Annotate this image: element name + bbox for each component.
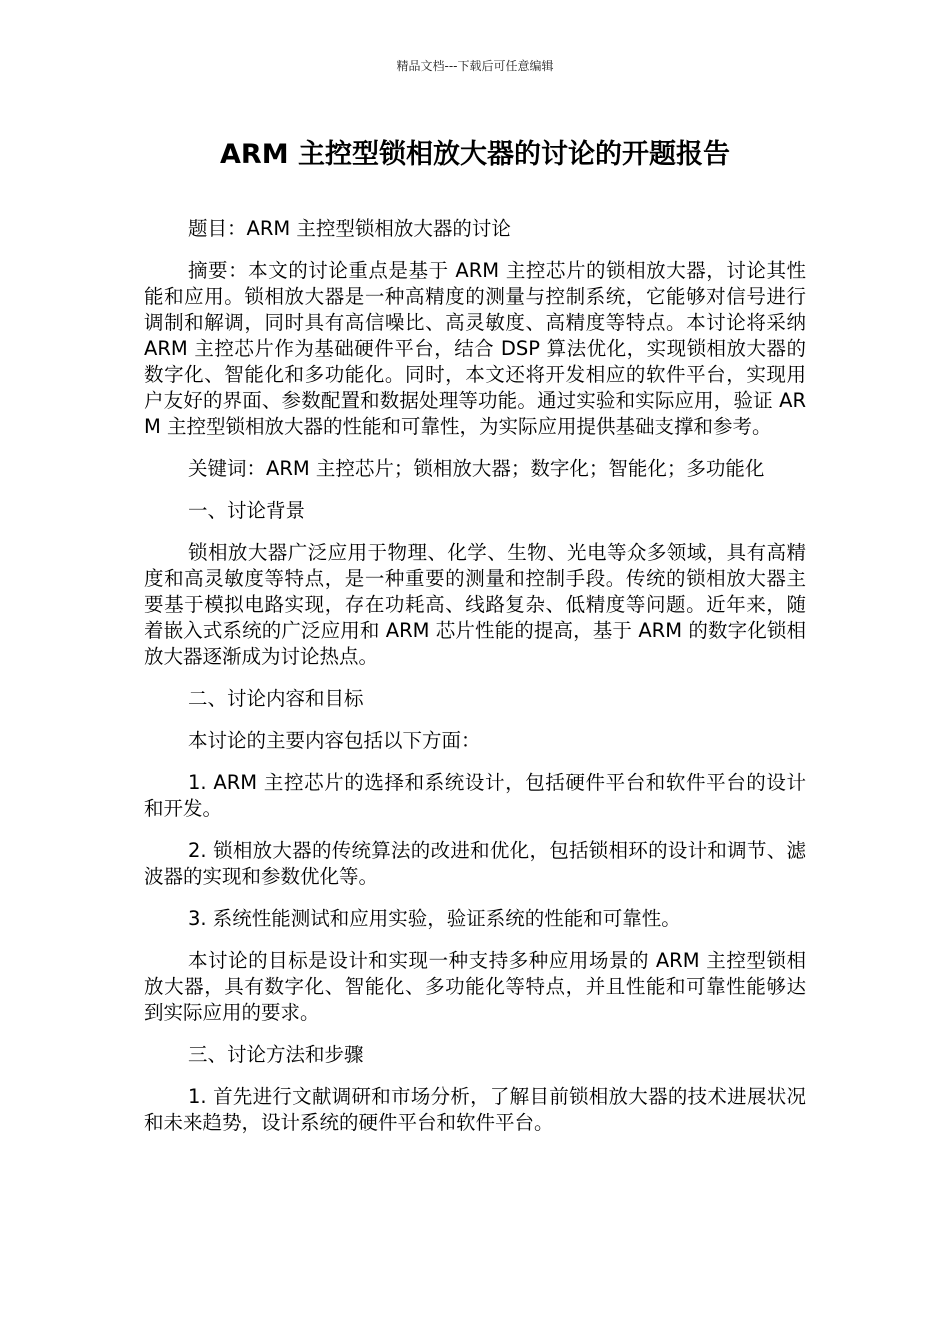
paragraph-background: 锁相放大器广泛应用于物理、化学、生物、光电等众多领域，具有高精度和高灵敏度等特点，是一种重要的测量和控制手段。传统的锁相放大器主要基于模拟电路实现，存在功耗高、线路复杂、低精度等问题。近年来，随着嵌入式系统的广泛应用和 ARM 芯片性能的提高，基于 ARM 的数字化锁相放大器逐渐成为讨论热点。 xyxy=(144,541,806,668)
section-heading-background: 一、讨论背景 xyxy=(188,499,306,522)
list-item-method-1: 1. 首先进行文献调研和市场分析，了解目前锁相放大器的技术进展状况和未来趋势，设计系统的硬件平台和软件平台。 xyxy=(144,1085,806,1134)
paragraph-content-intro: 本讨论的主要内容包括以下方面： xyxy=(188,729,481,752)
paragraph-goals: 本讨论的目标是设计和实现一种支持多种应用场景的 ARM 主控型锁相放大器，具有数字化、智能化、多功能化等特点，并且性能和可靠性能够达到实际应用的要求。 xyxy=(144,949,806,1024)
document-title: ARM 主控型锁相放大器的讨论的开题报告 xyxy=(220,139,730,170)
paragraph-abstract: 摘要：本文的讨论重点是基于 ARM 主控芯片的锁相放大器，讨论其性能和应用。锁相放大器是一种高精度的测量与控制系统，它能够对信号进行调制和解调，同时具有高信噪比、高灵敏度、高精度等特点。本讨论将采纳 ARM 主控芯片作为基础硬件平台，结合 DSP 算法优化，实现锁相放大器的数字化、智能化和多功能化。同时，本文还将开发相应的软件平台，实现用户友好的界面、参数配置和数据处理等功能。通过实验和实际应用，验证 ARM 主控型锁相放大器的性能和可靠性，为实际应用提供基础支撑和参考。 xyxy=(144,259,806,438)
paragraph-keywords: 关键词：ARM 主控芯片；锁相放大器；数字化；智能化；多功能化 xyxy=(188,457,765,480)
section-heading-content-goals: 二、讨论内容和目标 xyxy=(188,687,364,710)
list-item-content-2: 2. 锁相放大器的传统算法的改进和优化，包括锁相环的设计和调节、滤波器的实现和参数优化等。 xyxy=(144,839,806,888)
document-body xyxy=(144,216,806,1152)
section-heading-methods: 三、讨论方法和步骤 xyxy=(188,1043,364,1066)
list-item-content-1: 1. ARM 主控芯片的选择和系统设计，包括硬件平台和软件平台的设计和开发。 xyxy=(144,771,806,820)
paragraph-topic: 题目：ARM 主控型锁相放大器的讨论 xyxy=(188,217,511,240)
list-item-content-3: 3. 系统性能测试和应用实验，验证系统的性能和可靠性。 xyxy=(188,907,681,930)
header-note: 精品文档---下载后可任意编辑 xyxy=(396,59,554,73)
